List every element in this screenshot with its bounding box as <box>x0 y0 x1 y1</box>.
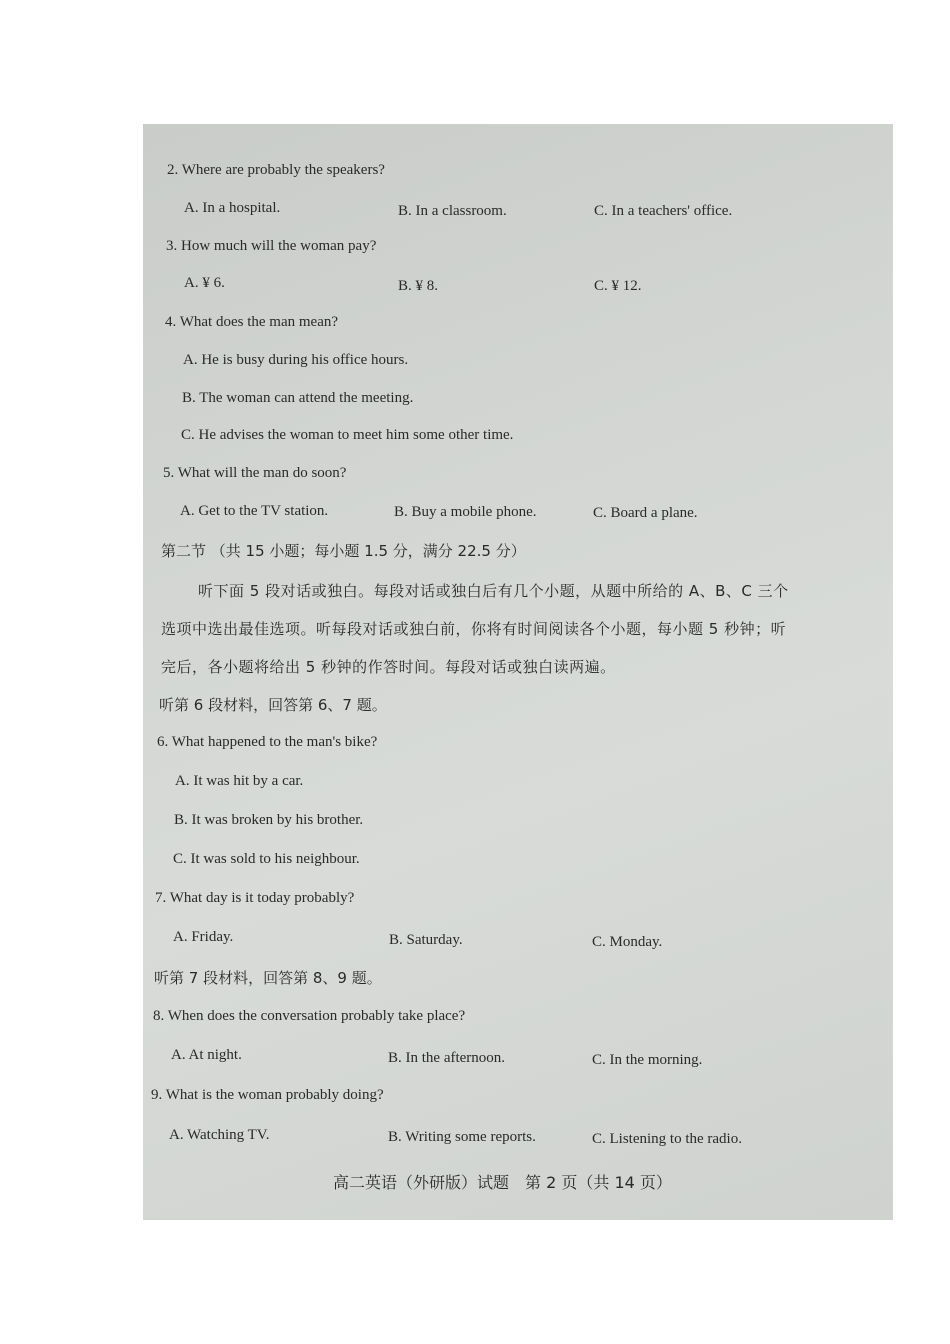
question-number: 7. <box>155 890 167 906</box>
question-number: 2. <box>167 162 179 178</box>
option-b: B. Buy a mobile phone. <box>394 504 537 520</box>
option-b: B. In a classroom. <box>398 203 507 219</box>
question-text: What does the man mean? <box>179 314 339 330</box>
section2-heading: 第二节 （共 15 小题；每小题 1.5 分，满分 22.5 分） <box>161 542 526 560</box>
question-8 <box>153 1008 465 1025</box>
option-a: A. Get to the TV station. <box>180 503 329 519</box>
question-number: 6. <box>157 734 169 750</box>
question-number: 4. <box>165 314 177 330</box>
option-b: B. The woman can attend the meeting. <box>182 390 414 406</box>
option-c: C. Monday. <box>592 934 663 950</box>
option-c: C. In the morning. <box>592 1052 703 1068</box>
question-text: What is the woman probably doing? <box>165 1087 384 1103</box>
instructions-line-1: 听下面 5 段对话或独白。每段对话或独白后有几个小题，从题中所给的 A、B、C 三个 <box>198 582 789 600</box>
option-c: C. He advises the woman to meet him some other time. <box>181 427 514 443</box>
question-text: What day is it today probably? <box>169 890 355 906</box>
material-7-heading: 听第 7 段材料，回答第 8、9 题。 <box>154 969 382 987</box>
page-footer: 高二英语（外研版）试题 第 2 页（共 14 页） <box>333 1173 672 1192</box>
question-6 <box>157 734 377 751</box>
instructions-line-2: 选项中选出最佳选项。听每段对话或独白前，你将有时间阅读各个小题，每小题 5 秒钟；听 <box>161 620 787 638</box>
instructions-line-3: 完后，各小题将给出 5 秒钟的作答时间。每段对话或独白读两遍。 <box>161 658 616 676</box>
question-9 <box>151 1087 384 1104</box>
question-4 <box>165 314 338 331</box>
option-a: A. In a hospital. <box>184 200 281 216</box>
question-2 <box>167 162 385 179</box>
question-text: When does the conversation probably take place? <box>167 1008 466 1024</box>
option-c: C. Board a plane. <box>593 505 698 521</box>
question-5 <box>163 465 346 482</box>
scanned-exam-photo <box>143 124 893 1220</box>
option-a: A. Watching TV. <box>169 1127 270 1143</box>
question-3 <box>166 238 376 255</box>
option-b: B. In the afternoon. <box>388 1050 506 1066</box>
question-text: Where are probably the speakers? <box>181 162 385 178</box>
question-number: 9. <box>151 1087 163 1103</box>
question-7 <box>155 890 354 907</box>
option-b: B. ¥ 8. <box>398 278 439 294</box>
question-number: 8. <box>153 1008 165 1024</box>
option-c: C. It was sold to his neighbour. <box>173 851 360 867</box>
option-c: C. In a teachers' office. <box>594 203 733 219</box>
question-number: 3. <box>166 238 178 254</box>
question-text: What happened to the man's bike? <box>171 734 378 750</box>
material-6-heading: 听第 6 段材料，回答第 6、7 题。 <box>159 696 387 714</box>
option-a: A. Friday. <box>173 929 234 945</box>
question-number: 5. <box>163 465 175 481</box>
option-c: C. Listening to the radio. <box>592 1131 742 1147</box>
question-text: How much will the woman pay? <box>181 238 377 254</box>
option-a: A. He is busy during his office hours. <box>183 352 409 368</box>
option-b: B. It was broken by his brother. <box>174 812 364 828</box>
option-c: C. ¥ 12. <box>594 278 642 294</box>
question-text: What will the man do soon? <box>177 465 347 481</box>
option-b: B. Writing some reports. <box>388 1129 536 1145</box>
option-b: B. Saturday. <box>389 932 463 948</box>
option-a: A. ¥ 6. <box>184 275 225 291</box>
option-a: A. It was hit by a car. <box>175 773 304 789</box>
option-a: A. At night. <box>171 1047 242 1063</box>
